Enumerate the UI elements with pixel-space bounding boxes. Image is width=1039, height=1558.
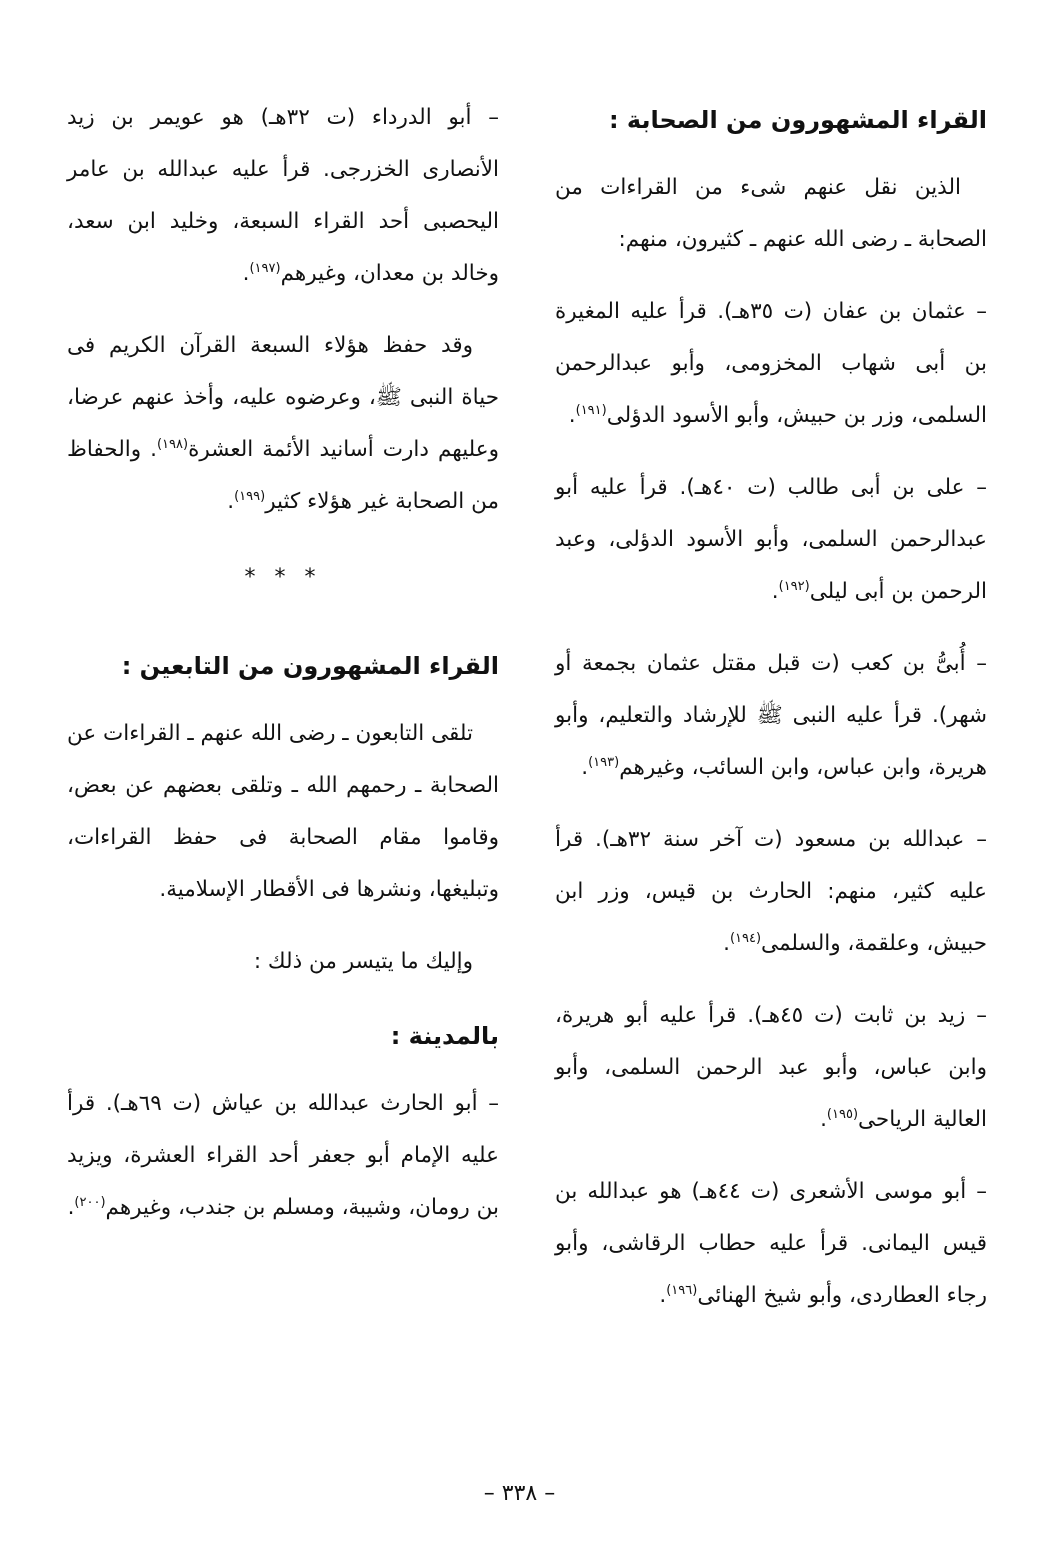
entry-ibn-masud: – عبدالله بن مسعود (ت آخر سنة ٣٢هـ). قرأ عليه كثير، منهم: الحارث بن قيس، وزر ابن حبيش، وعلقمة، والسلمى$^{(١٩٤)}$. [555,827,987,956]
entry-ubay: – أُبىُّ بن كعب (ت قبل مقتل عثمان بجمعة أو شهر). قرأ عليه النبى ﷺ للإرشاد والتعليم، وأبو هريرة، وابن عباس، وابن السائب، وغيرهم$^{(١٩٣)}$. [555,651,987,780]
entry-text: – على بن أبى طالب (ت ٤٠هـ). قرأ عليه أبو عبدالرحمن السلمى، وأبو الأسود الدؤلى، وعبد الرحمن بن أبى ليلى [555,475,987,604]
subheading-madina: بالمدينة : [390,1022,499,1050]
entry-zayd: – زيد بن ثابت (ت ٤٥هـ). قرأ عليه أبو هريرة، وابن عباس، وأبو عبد الرحمن السلمى، وأبو العالية الرياحى$^{(١٩٥)}$. [555,1003,988,1132]
paragraph-text: . والحفاظ من الصحابة غير هؤلاء كثير [67,437,499,514]
entry-text: – عثمان بن عفان (ت ٣٥هـ). قرأ عليه المغيرة بن أبى شهاب المخزومى، وأبو عبدالرحمن السلمى، وزر بن حبيش، وأبو الأسود الدؤلى [555,299,987,428]
footnote-marker: (١٩٤) [729,930,762,946]
footnote-marker: (١٩٢) [778,578,810,594]
tabieen-intro-paragraph: تلقى التابعون ـ رضى الله عنهم ـ القراءات عن الصحابة ـ رحمهم الله ـ وتلقى بعضهم عن بعض، وقاموا مقام الصحابة فى حفظ القراءات، وتبليغها، ونشرها فى الأقطار الإسلامية. [66,721,499,902]
intro-paragraph: الذين نقل عنهم شىء من القراءات من الصحابة ـ رضى الله عنهم ـ كثيرون، منهم: [555,175,987,252]
entry-abu-harith: – أبو الحارث عبدالله بن عياش (ت ٦٩هـ). قرأ عليه الإمام أبو جعفر أحد القراء العشرة، ويزيد بن رومان، وشيبة، ومسلم بن جندب، وغيرهم$^{(٢٠٠)}$. [67,1091,499,1220]
entry-abu-darda: – أبو الدرداء (ت ٣٢هـ) هو عويمر بن زيد الأنصارى الخزرجى. قرأ عليه عبدالله بن عامر اليحصبى أحد القراء السبعة، وخليد ابن سعد، وخالد بن معدان، وغيرهم$^{(١٩٧)}$. [67,105,499,286]
entry-text: – عبدالله بن مسعود (ت آخر سنة ٣٢هـ). قرأ عليه كثير، منهم: الحارث بن قيس، وزر ابن حبيش، وعلقمة، والسلمى [555,827,987,956]
footnote-marker: (٢٠٠) [74,1194,106,1210]
footnote-marker: (١٩١) [575,402,607,418]
entry-ali: – على بن أبى طالب (ت ٤٠هـ). قرأ عليه أبو عبدالرحمن السلمى، وأبو الأسود الدؤلى، وعبد الرحمن بن أبى ليلى$^{(١٩٢)}$. [555,475,987,604]
left-column [67,92,499,1254]
entry-text: – أبو الدرداء (ت ٣٢هـ) هو عويمر بن زيد الأنصارى الخزرجى. قرأ عليه عبدالله بن عامر اليحصبى أحد القراء السبعة، وخليد ابن سعد، وخالد بن معدان، وغيرهم [67,105,499,286]
section-heading-tabieen: القراء المشهورون من التابعين : [121,652,499,680]
footnote-marker: (١٩٥) [826,1106,859,1122]
entry-text: – أبو موسى الأشعرى (ت ٤٤هـ) هو عبدالله بن قيس اليمانى. قرأ عليه حطاب الرقاشى، وأبو رجاء العطاردى، وأبو شيخ الهنائى [555,1179,987,1308]
page-number: – ٣٣٨ – [483,1481,556,1506]
footnote-marker: (١٩٧) [249,260,281,276]
footnote-marker: (١٩٦) [666,1282,698,1298]
footnote-marker: (١٩٩) [234,488,266,504]
entry-text: – أُبىُّ بن كعب (ت قبل مقتل عثمان بجمعة أو شهر). قرأ عليه النبى ﷺ للإرشاد والتعليم، وأبو هريرة، وابن عباس، وابن السائب، وغيرهم [555,651,987,780]
section-separator: * * * [244,565,322,590]
memorization-paragraph: وقد حفظ هؤلاء السبعة القرآن الكريم فى حياة النبى ﷺ، وعرضوه عليه، وأخذ عنهم عرضا، وعليهم دارت أسانيد الأئمة العشرة$^{(١٩٨)}$. والحفاظ من الصحابة غير هؤلاء كثير$^{(١٩٩)}$. [67,333,500,514]
entry-text: – زيد بن ثابت (ت ٤٥هـ). قرأ عليه أبو هريرة، وابن عباس، وأبو عبد الرحمن السلمى، وأبو العالية الرياحى [555,1003,988,1132]
section-heading-sahaba: القراء المشهورون من الصحابة : [608,106,987,134]
paragraph-text: وقد حفظ هؤلاء السبعة القرآن الكريم فى حياة النبى ﷺ، وعرضوه عليه، وأخذ عنهم عرضا، وعليهم دارت أسانيد الأئمة العشرة [67,333,500,462]
entry-text: – أبو الحارث عبدالله بن عياش (ت ٦٩هـ). قرأ عليه الإمام أبو جعفر أحد القراء العشرة، ويزيد بن رومان، وشيبة، ومسلم بن جندب، وغيرهم [67,1091,499,1220]
entry-abu-musa: – أبو موسى الأشعرى (ت ٤٤هـ) هو عبدالله بن قيس اليمانى. قرأ عليه حطاب الرقاشى، وأبو رجاء العطاردى، وأبو شيخ الهنائى$^{(١٩٦)}$. [555,1179,987,1308]
right-column [555,92,987,1342]
entry-uthman: – عثمان بن عفان (ت ٣٥هـ). قرأ عليه المغيرة بن أبى شهاب المخزومى، وأبو عبدالرحمن السلمى، وزر بن حبيش، وأبو الأسود الدؤلى$^{(١٩١)}$. [555,299,987,428]
footnote-marker: (١٩٨) [156,436,189,452]
footnote-marker: (١٩٣) [588,754,620,770]
lead-in-line: وإليك ما يتيسر من ذلك : [253,949,473,974]
